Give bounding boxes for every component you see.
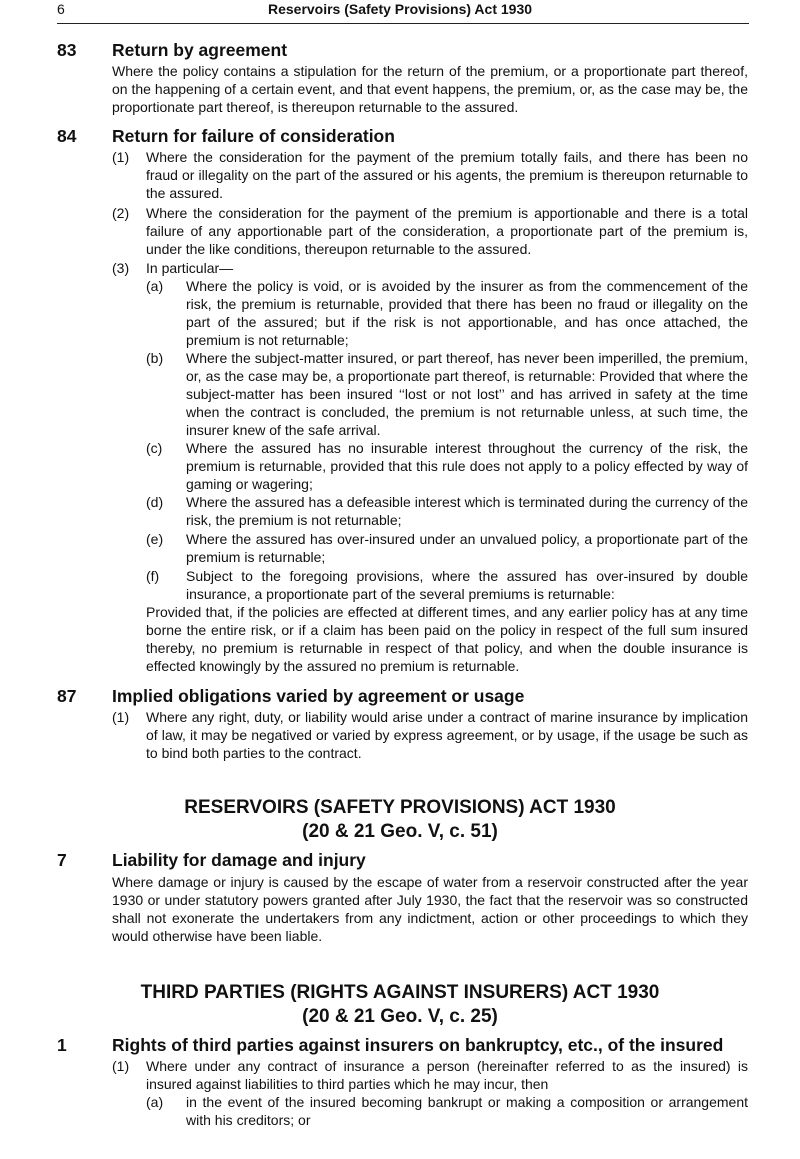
- s84-para-c-label: (c): [146, 440, 163, 456]
- section-87-title: Implied obligations varied by agreement or usage: [112, 686, 525, 706]
- section-83-body: Where the policy contains a stipulation for the return of the premium, or a proportionate part thereof, on the happening of a certain event, and that event happens, the premium, or, as the case may be, the proportionate part thereof, is thereupon returnable to the assured.: [112, 63, 748, 115]
- s84-para-a-text: Where the policy is void, or is avoided by the insurer as from the commencement of the risk, the premium is returnable, provided that there has been no fraud or illegality on the part of the assured; but if the risk is not apportionable, and has once attached, the premium is not returnable;: [186, 278, 748, 348]
- section-1-title: Rights of third parties against insurers on bankruptcy, etc., of the insured: [112, 1035, 724, 1055]
- section-7-body: Where damage or injury is caused by the escape of water from a reservoir constructed after the year 1930 or under statutory powers granted after July 1930, the fact that the reservoir was so constructed shall not exonerate the undertakers from any indictment, action or other proceedings to which they would otherwise have been liable.: [112, 874, 748, 944]
- page-number: 6: [57, 1, 65, 17]
- act-title-reservoirs: RESERVOIRS (SAFETY PROVISIONS) ACT 1930: [184, 797, 616, 818]
- act-citation-third-parties: (20 & 21 Geo. V, c. 25): [302, 1006, 498, 1027]
- s84-para-e-text: Where the assured has over-insured under an unvalued policy, a proportionate part of the premium is returnable;: [186, 531, 748, 565]
- section-84-number: 84: [57, 126, 77, 146]
- s87-sub1-label: (1): [112, 709, 130, 725]
- s84-para-e-label: (e): [146, 531, 164, 547]
- section-1-number: 1: [57, 1035, 67, 1055]
- s1-para-a-label: (a): [146, 1094, 164, 1110]
- s84-sub1-label: (1): [112, 149, 130, 165]
- s84-sub1-text: Where the consideration for the payment of the premium totally fails, and there has been no fraud or illegality on the part of the assured or his agents, the premium is thereupon returnable to the assured.: [146, 149, 748, 201]
- s1-para-a-text: in the event of the insured becoming bankrupt or making a composition or arrangement with his creditors; or: [186, 1094, 748, 1128]
- section-83-title: Return by agreement: [112, 40, 288, 60]
- section-84-title: Return for failure of consideration: [112, 126, 395, 146]
- s84-para-d-text: Where the assured has a defeasible interest which is terminated during the currency of the risk, the premium is not returnable;: [186, 494, 748, 528]
- s87-sub1-text: Where any right, duty, or liability would arise under a contract of marine insurance by implication of law, it may be negatived or varied by express agreement, or by usage, if the usage be such as to bind both parties to the contract.: [146, 709, 748, 761]
- s84-para-f-text: Subject to the foregoing provisions, where the assured has over-insured by double insurance, a proportionate part of the several premiums is returnable:: [186, 568, 748, 602]
- section-83-number: 83: [57, 40, 77, 60]
- header-rule: [57, 23, 749, 24]
- s1-sub1-text: Where under any contract of insurance a person (hereinafter referred to as the insured) is insured against liabilities to third parties which he may incur, then: [146, 1058, 748, 1092]
- s84-para-d-label: (d): [146, 494, 164, 510]
- s84-para-b-label: (b): [146, 350, 164, 366]
- s84-sub2-text: Where the consideration for the payment of the premium is apportionable and there is a total failure of any apportionable part of the consideration, a proportionate part of the premium is, under the like conditions, thereupon returnable to the assured.: [146, 205, 748, 257]
- s84-sub3-text: In particular—: [146, 260, 234, 276]
- s84-para-c-text: Where the assured has no insurable interest throughout the currency of the risk, the premium is returnable, provided that this rule does not apply to a policy effected by way of gaming or wagering;: [186, 440, 748, 492]
- s84-para-b-text: Where the subject-matter insured, or part thereof, has never been imperilled, the premium, or, as the case may be, a proportionate part thereof, is returnable: Provided that where the subject-matter has been insured ‘‘lost or not lost’’ and has arrived in safety at the time when the contract is concluded, the premium is not returnable unless, at such time, the insurer knew of the safe arrival.: [186, 350, 748, 438]
- s84-para-f-label: (f): [146, 568, 160, 584]
- s84-sub3-label: (3): [112, 260, 130, 276]
- s84-proviso: Provided that, if the policies are effected at different times, and any earlier policy has at any time borne the entire risk, or if a claim has been paid on the policy in respect of the full sum insured thereby, no premium is returnable in respect of that policy, and when the double insurance is effected knowingly by the assured no premium is returnable.: [146, 604, 748, 674]
- section-7-number: 7: [57, 850, 67, 870]
- running-title: Reservoirs (Safety Provisions) Act 1930: [267, 1, 533, 17]
- section-7-title: Liability for damage and injury: [112, 850, 366, 870]
- s84-para-a-label: (a): [146, 278, 164, 294]
- act-title-third-parties: THIRD PARTIES (RIGHTS AGAINST INSURERS) ACT 1930: [140, 982, 660, 1003]
- section-87-number: 87: [57, 686, 77, 706]
- s1-sub1-label: (1): [112, 1058, 130, 1074]
- act-citation-reservoirs: (20 & 21 Geo. V, c. 51): [302, 821, 498, 842]
- s84-sub2-label: (2): [112, 205, 130, 221]
